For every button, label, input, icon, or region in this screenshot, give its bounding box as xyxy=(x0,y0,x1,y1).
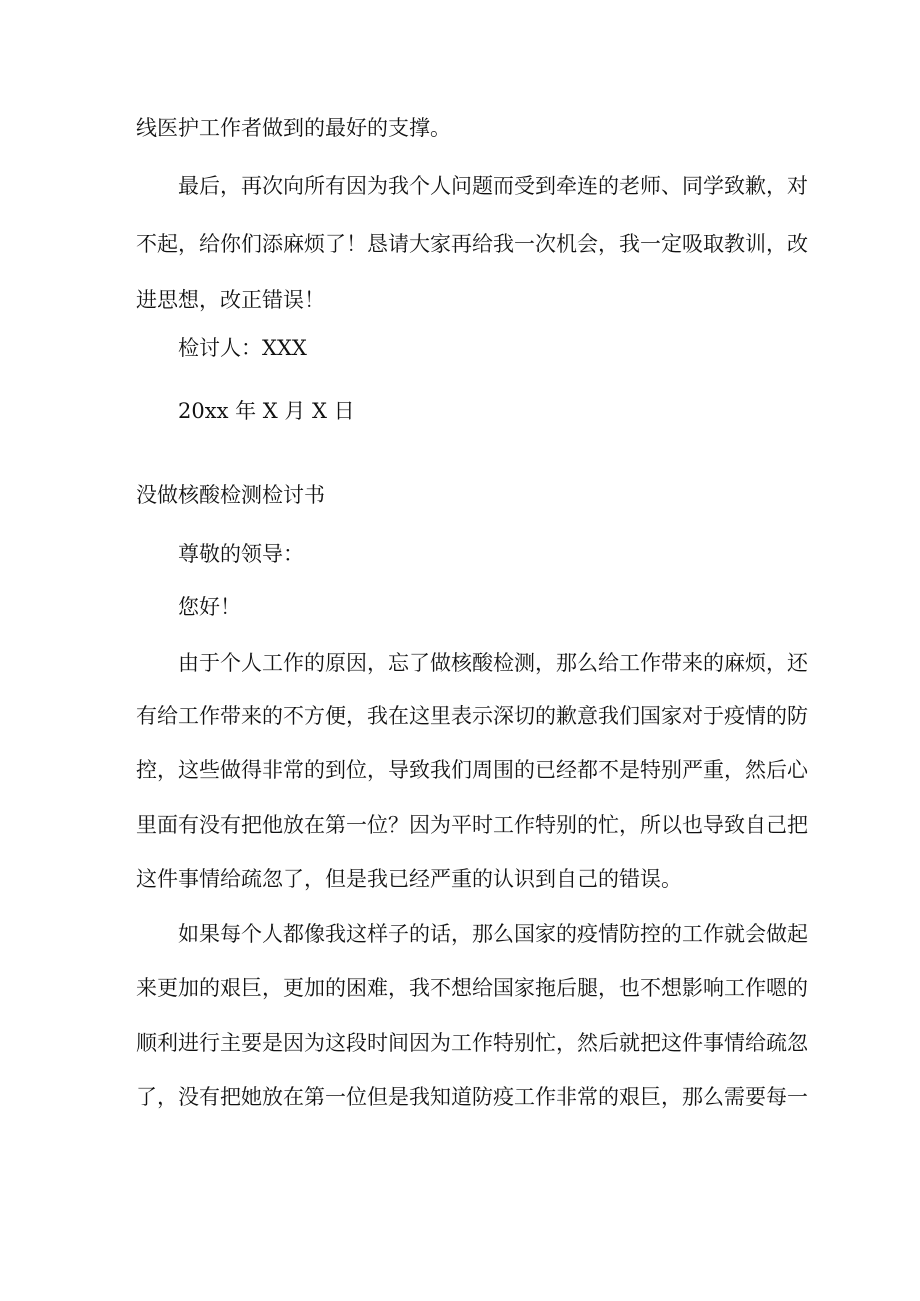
text-line: 有给工作带来的不方便，我在这里表示深切的歉意我们国家对于疫情的防 xyxy=(136,704,808,728)
text-line: 如果每个人都像我这样子的话，那么国家的疫情防控的工作就会做起 xyxy=(178,922,808,946)
text-line: 由于个人工作的原因，忘了做核酸检测，那么给工作带来的麻烦，还 xyxy=(178,651,808,675)
text-line: 最后，再次向所有因为我个人问题而受到牵连的老师、同学致歉，对 xyxy=(178,174,808,198)
date-line: 20xx 年 X 月 X 日 xyxy=(178,399,355,423)
signature-line: 检讨人：XXX xyxy=(178,336,307,360)
text-line: 来更加的艰巨，更加的困难，我不想给国家拖后腿，也不想影响工作嗯的 xyxy=(136,976,808,1000)
text-line: 这件事情给疏忽了，但是我已经严重的认识到自己的错误。 xyxy=(136,867,682,891)
text-line: 控，这些做得非常的到位，导致我们周围的已经都不是特别严重，然后心 xyxy=(136,758,808,782)
salutation: 尊敬的领导： xyxy=(178,542,304,566)
text-line: 不起，给你们添麻烦了！恳请大家再给我一次机会，我一定吸取教训，改 xyxy=(136,232,808,256)
text-line: 了，没有把她放在第一位但是我知道防疫工作非常的艰巨，那么需要每一 xyxy=(136,1085,808,1109)
greeting: 您好！ xyxy=(178,595,241,619)
text-line: 进思想，改正错误！ xyxy=(136,288,325,312)
text-line: 顺利进行主要是因为这段时间因为工作特别忙，然后就把这件事情给疏忽 xyxy=(136,1031,808,1055)
section-title: 没做核酸检测检讨书 xyxy=(136,483,325,507)
text-line: 里面有没有把他放在第一位？因为平时工作特别的忙，所以也导致自己把 xyxy=(136,813,808,837)
text-line: 线医护工作者做到的最好的支撑。 xyxy=(136,116,451,140)
